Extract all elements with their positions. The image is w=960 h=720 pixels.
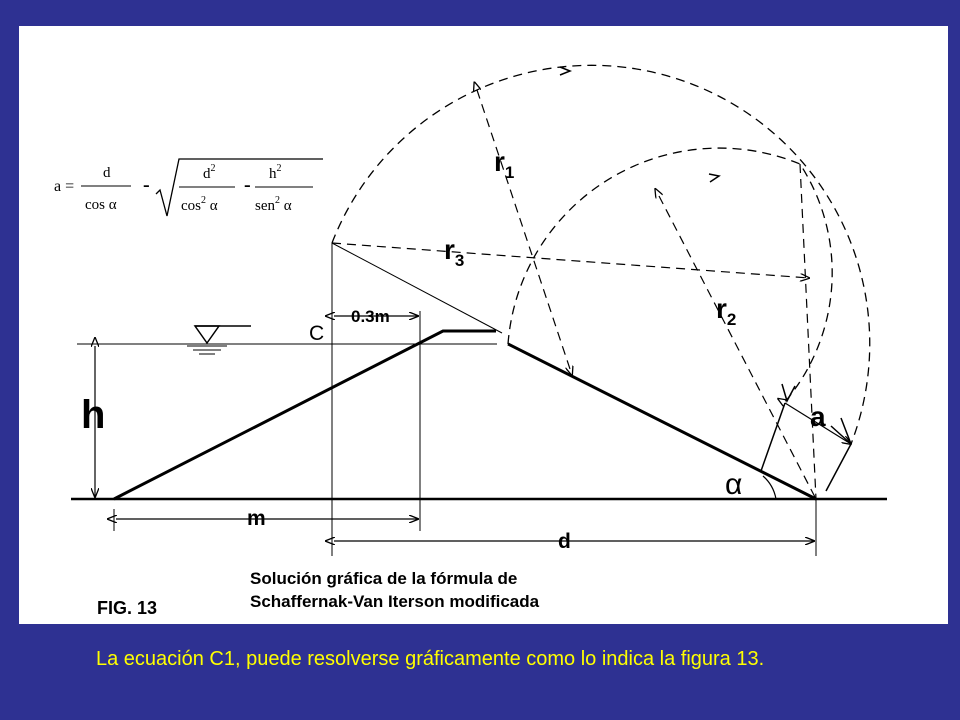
- fig-label: FIG. 13: [97, 598, 158, 618]
- fig-title-line2: Schaffernak-Van Iterson modificada: [250, 592, 540, 611]
- label-c: C: [309, 322, 325, 345]
- label-r2: $r_2$: [716, 293, 737, 329]
- water-level-icon: [187, 326, 251, 354]
- formula-minus2: -: [244, 174, 251, 196]
- label-r3: $r_3$: [444, 234, 465, 270]
- formula-minus1: -: [143, 174, 150, 196]
- arc-arrow-1: [560, 67, 570, 75]
- arc2-arrow: [709, 174, 719, 182]
- downstream-slope: [508, 344, 816, 499]
- a-leader: [761, 403, 785, 471]
- formula-f3-den: sen$^2$ α: [255, 195, 292, 214]
- formula-lhs: a =: [54, 178, 75, 195]
- a-leader-2: [826, 444, 851, 491]
- formula-f2-num: $d^2$: [203, 163, 216, 182]
- label-offset: 0.3m: [351, 307, 390, 326]
- dim-r2: [659, 196, 816, 499]
- label-d: d: [558, 530, 571, 553]
- arc-r1: [332, 65, 870, 444]
- label-m: m: [247, 507, 266, 530]
- dim-r3-ext: [800, 164, 816, 499]
- formula-f1-den: cos α: [85, 197, 117, 213]
- fig-title-line1: Solución gráfica de la fórmula de: [250, 569, 518, 588]
- formula: [54, 159, 323, 216]
- arc2-arrow-end: [782, 384, 795, 401]
- formula-f3-num: $h^2$: [269, 163, 282, 182]
- label-h: h: [81, 393, 106, 437]
- label-r1: $r_1$: [494, 146, 515, 182]
- figure-panel: [19, 26, 948, 624]
- formula-f1-num: d: [103, 165, 111, 181]
- dam-profile: [114, 331, 496, 499]
- dim-r3: [332, 243, 809, 278]
- dam-diagram: [19, 26, 948, 624]
- arc-arrow-2: [831, 418, 851, 444]
- label-alpha: α: [725, 468, 743, 501]
- caption-text: La ecuación C1, puede resolverse gráficamente como lo indica la figura 13.: [96, 648, 765, 670]
- label-a: a: [810, 401, 826, 432]
- formula-f2-den: $\cos^2 \alpha$: [181, 195, 218, 214]
